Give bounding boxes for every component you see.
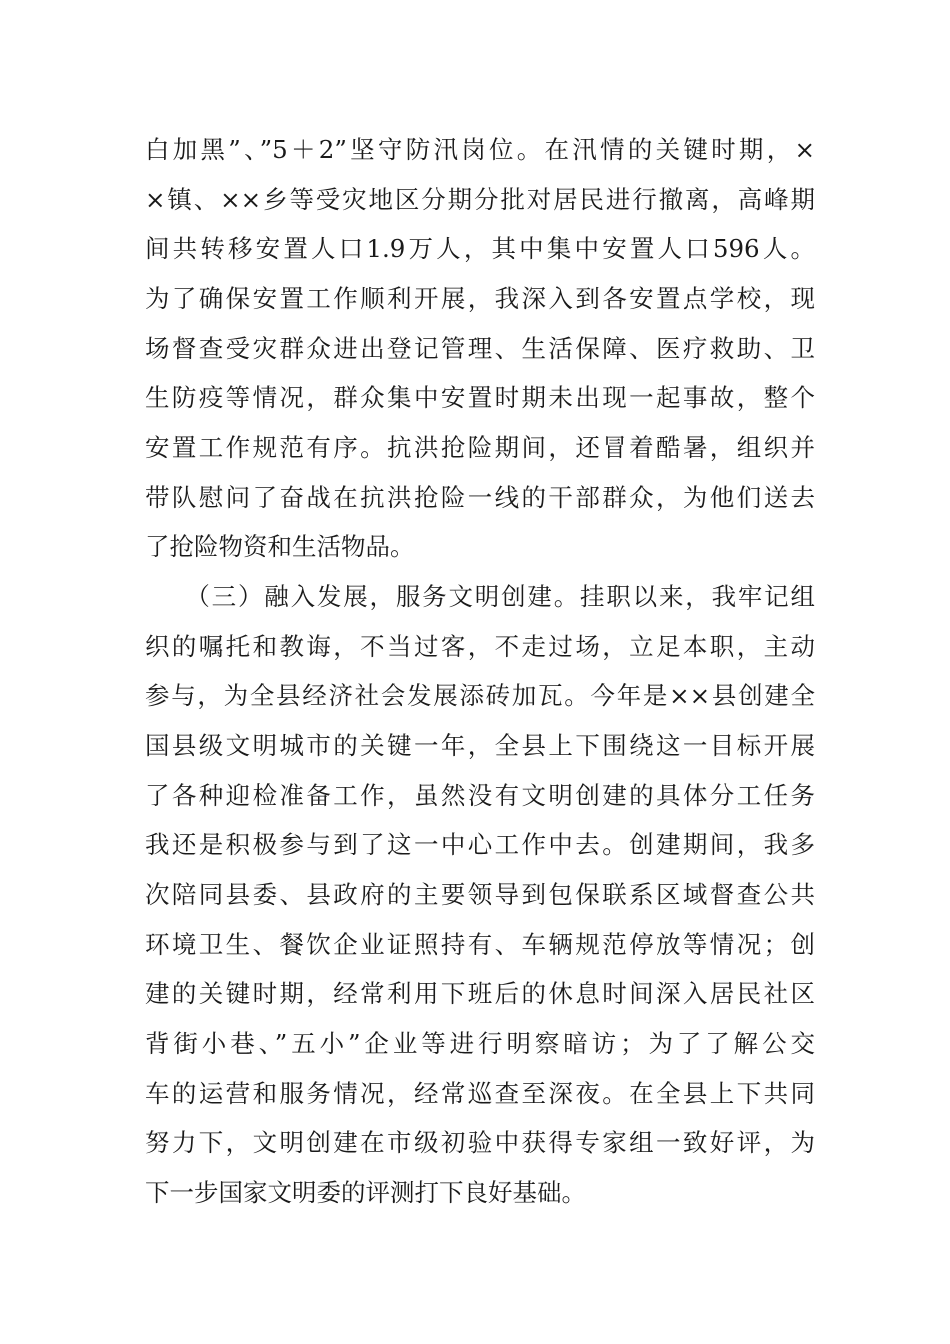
text-line: 生防疫等情况，群众集中安置时期未出现一起事故，整个 <box>145 383 815 412</box>
text-line: 环境卫生、餐饮企业证照持有、车辆规范停放等情况；创 <box>145 930 815 959</box>
text-line: 次陪同县委、县政府的主要领导到包保联系区域督查公共 <box>145 880 815 909</box>
text-line: 场督查受灾群众进出登记管理、生活保障、医疗救助、卫 <box>145 334 815 363</box>
text-line: 建的关键时期，经常利用下班后的休息时间深入居民社区 <box>145 979 815 1008</box>
paragraph-heading-line: （三）融入发展，服务文明创建。挂职以来，我牢记组 <box>145 582 815 611</box>
text-line: 带队慰问了奋战在抗洪抢险一线的干部群众，为他们送去 <box>145 483 815 512</box>
text-line: 车的运营和服务情况，经常巡查至深夜。在全县上下共同 <box>145 1079 815 1108</box>
text-line: 织的嘱托和教诲，不当过客，不走过场，立足本职，主动 <box>145 632 815 661</box>
text-line: 下一步国家文明委的评测打下良好基础。 <box>145 1178 586 1207</box>
text-line: 努力下，文明创建在市级初验中获得专家组一致好评，为 <box>145 1128 815 1157</box>
text-line: 白加黑”、”5＋2”坚守防汛岗位。在汛情的关键时期，× <box>145 135 815 164</box>
text-line: ×镇、××乡等受灾地区分期分批对居民进行撤离，高峰期 <box>145 185 815 214</box>
text-line: 国县级文明城市的关键一年，全县上下围绕这一目标开展 <box>145 731 815 760</box>
text-line: 安置工作规范有序。抗洪抢险期间，还冒着酷暑，组织并 <box>145 433 815 462</box>
text-line: 了抢险物资和生活物品。 <box>145 532 415 561</box>
text-line: 参与，为全县经济社会发展添砖加瓦。今年是××县创建全 <box>145 681 815 710</box>
text-line: 为了确保安置工作顺利开展，我深入到各安置点学校，现 <box>145 284 815 313</box>
text-line: 背街小巷、”五小”企业等进行明察暗访；为了了解公交 <box>145 1029 815 1058</box>
text-line: 我还是积极参与到了这一中心工作中去。创建期间，我多 <box>145 830 815 859</box>
text-line: 了各种迎检准备工作，虽然没有文明创建的具体分工任务 <box>145 781 815 810</box>
text-line: 间共转移安置人口1.9万人，其中集中安置人口596人。 <box>145 234 815 263</box>
